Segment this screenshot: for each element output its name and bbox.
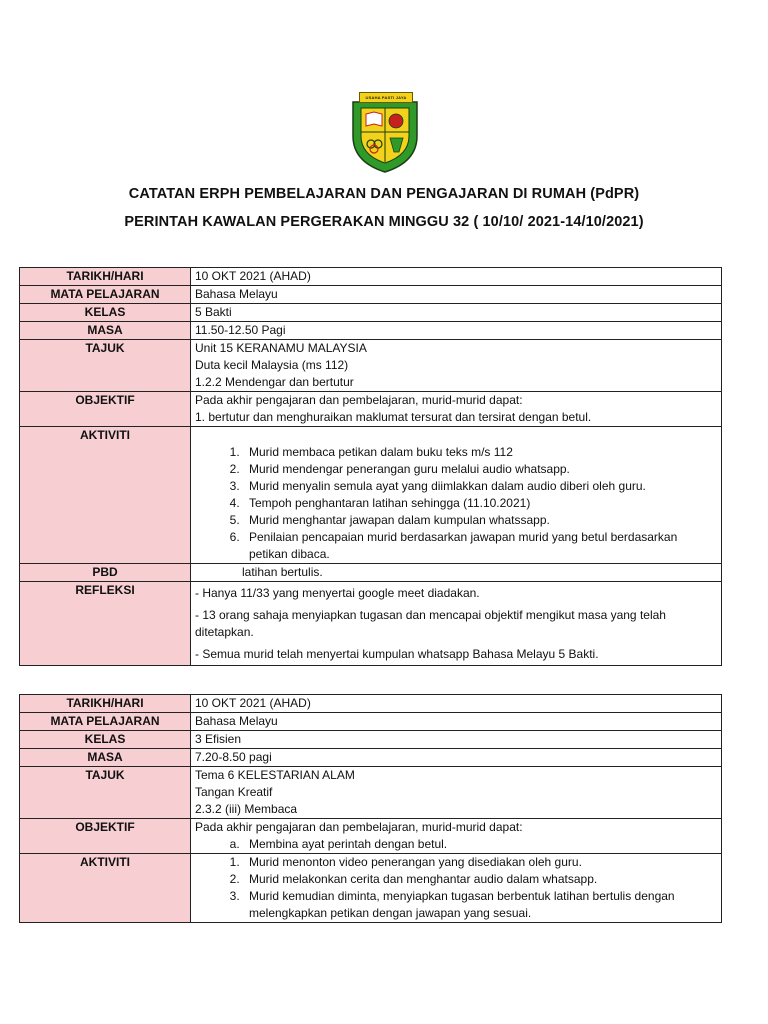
list-item: 1. Murid membaca petikan dalam buku teks m/s 112 [243,444,717,461]
label-tajuk: TAJUK [20,340,191,392]
table-row [20,268,722,286]
erph-table-3-efisien [19,694,722,923]
tajuk-line: Tangan Kreatif [195,785,273,799]
label-refleksi: REFLEKSI [20,582,191,666]
pbd-text: latihan bertulis. [242,565,323,579]
tajuk-line: 1.2.2 Mendengar dan bertutur [195,375,354,389]
crest-motto-banner: USAHA PASTI JAYA [359,92,413,103]
tajuk-line: 2.3.2 (iii) Membaca [195,802,298,816]
value-objektif [191,392,722,427]
list-item: 3. Murid menyalin semula ayat yang diimlakkan dalam audio diberi oleh guru. [243,478,717,495]
table-row [20,713,722,731]
objektif-line: Pada akhir pengajaran dan pembelajaran, murid-murid dapat: [195,820,523,834]
value-aktiviti [191,427,722,564]
value-kelas: 3 Efisien [191,731,722,749]
label-mata-pelajaran: MATA PELAJARAN [20,286,191,304]
table-row [20,304,722,322]
document-subtitle: PERINTAH KAWALAN PERGERAKAN MINGGU 32 ( 10/10/ 2021-14/10/2021) [124,214,644,230]
table-row [20,564,722,582]
table-row [20,582,722,666]
tajuk-line: Duta kecil Malaysia (ms 112) [195,358,349,372]
value-tarikh: 10 OKT 2021 (AHAD) [191,268,722,286]
value-refleksi [191,582,722,666]
label-aktiviti: AKTIVITI [20,854,191,923]
value-pbd [191,564,722,582]
label-mata-pelajaran: MATA PELAJARAN [20,713,191,731]
label-kelas: KELAS [20,731,191,749]
table-row [20,392,722,427]
list-item: 4. Tempoh penghantaran latihan sehingga (11.10.2021) [243,495,717,512]
value-mata-pelajaran: Bahasa Melayu [191,286,722,304]
crest-shield-icon [349,92,421,174]
objektif-line: 1. bertutur dan menghuraikan maklumat tersurat dan tersirat dengan betul. [195,410,592,424]
value-tarikh: 10 OKT 2021 (AHAD) [191,695,722,713]
tajuk-line: Unit 15 KERANAMU MALAYSIA [195,341,367,355]
aktiviti-list [195,854,717,922]
table-row [20,322,722,340]
table-row [20,767,722,819]
refleksi-line: - 13 orang sahaja menyiapkan tugasan dan mencapai objektif mengikut masa yang telah ditetapkan. [195,608,666,639]
label-masa: MASA [20,749,191,767]
list-item: 6. Penilaian pencapaian murid berdasarkan jawapan murid yang betul berdasarkan petikan dibaca. [243,529,717,563]
document-title: CATATAN ERPH PEMBELAJARAN DAN PENGAJARAN DI RUMAH (PdPR) [128,186,640,202]
label-objektif: OBJEKTIF [20,392,191,427]
label-objektif: OBJEKTIF [20,819,191,854]
value-kelas: 5 Bakti [191,304,722,322]
label-tarikh: TARIKH/HARI [20,268,191,286]
objektif-list [195,836,717,853]
table-row [20,427,722,564]
list-item: 5. Murid menghantar jawapan dalam kumpulan whatssapp. [243,512,717,529]
value-masa: 7.20-8.50 pagi [191,749,722,767]
refleksi-line: - Hanya 11/33 yang menyertai google meet diadakan. [195,586,480,600]
table-row [20,731,722,749]
value-objektif [191,819,722,854]
table-row [20,749,722,767]
table-row [20,854,722,923]
label-tarikh: TARIKH/HARI [20,695,191,713]
label-tajuk: TAJUK [20,767,191,819]
table-row [20,819,722,854]
refleksi-line: - Semua murid telah menyertai kumpulan whatsapp Bahasa Melayu 5 Bakti. [195,647,599,661]
table-row [20,695,722,713]
value-aktiviti [191,854,722,923]
school-crest-logo [349,92,421,174]
table-row [20,286,722,304]
crest-ring-text [349,92,350,93]
value-masa: 11.50-12.50 Pagi [191,322,722,340]
list-item: 2. Murid melakonkan cerita dan menghantar audio dalam whatsapp. [243,871,717,888]
aktiviti-list [195,444,717,563]
erph-table-5-bakti [19,267,722,666]
label-kelas: KELAS [20,304,191,322]
list-item: a. Membina ayat perintah dengan betul. [243,836,717,853]
list-item: 1. Murid menonton video penerangan yang disediakan oleh guru. [243,854,717,871]
list-item: 3. Murid kemudian diminta, menyiapkan tugasan berbentuk latihan bertulis dengan melengkapkan petikan dengan jawapan yang sesuai. [243,888,717,922]
value-tajuk [191,767,722,819]
label-aktiviti: AKTIVITI [20,427,191,564]
label-pbd: PBD [20,564,191,582]
list-item: 2. Murid mendengar penerangan guru melalui audio whatsapp. [243,461,717,478]
value-mata-pelajaran: Bahasa Melayu [191,713,722,731]
tajuk-line: Tema 6 KELESTARIAN ALAM [195,768,355,782]
objektif-line: Pada akhir pengajaran dan pembelajaran, murid-murid dapat: [195,393,523,407]
table-row [20,340,722,392]
value-tajuk [191,340,722,392]
label-masa: MASA [20,322,191,340]
